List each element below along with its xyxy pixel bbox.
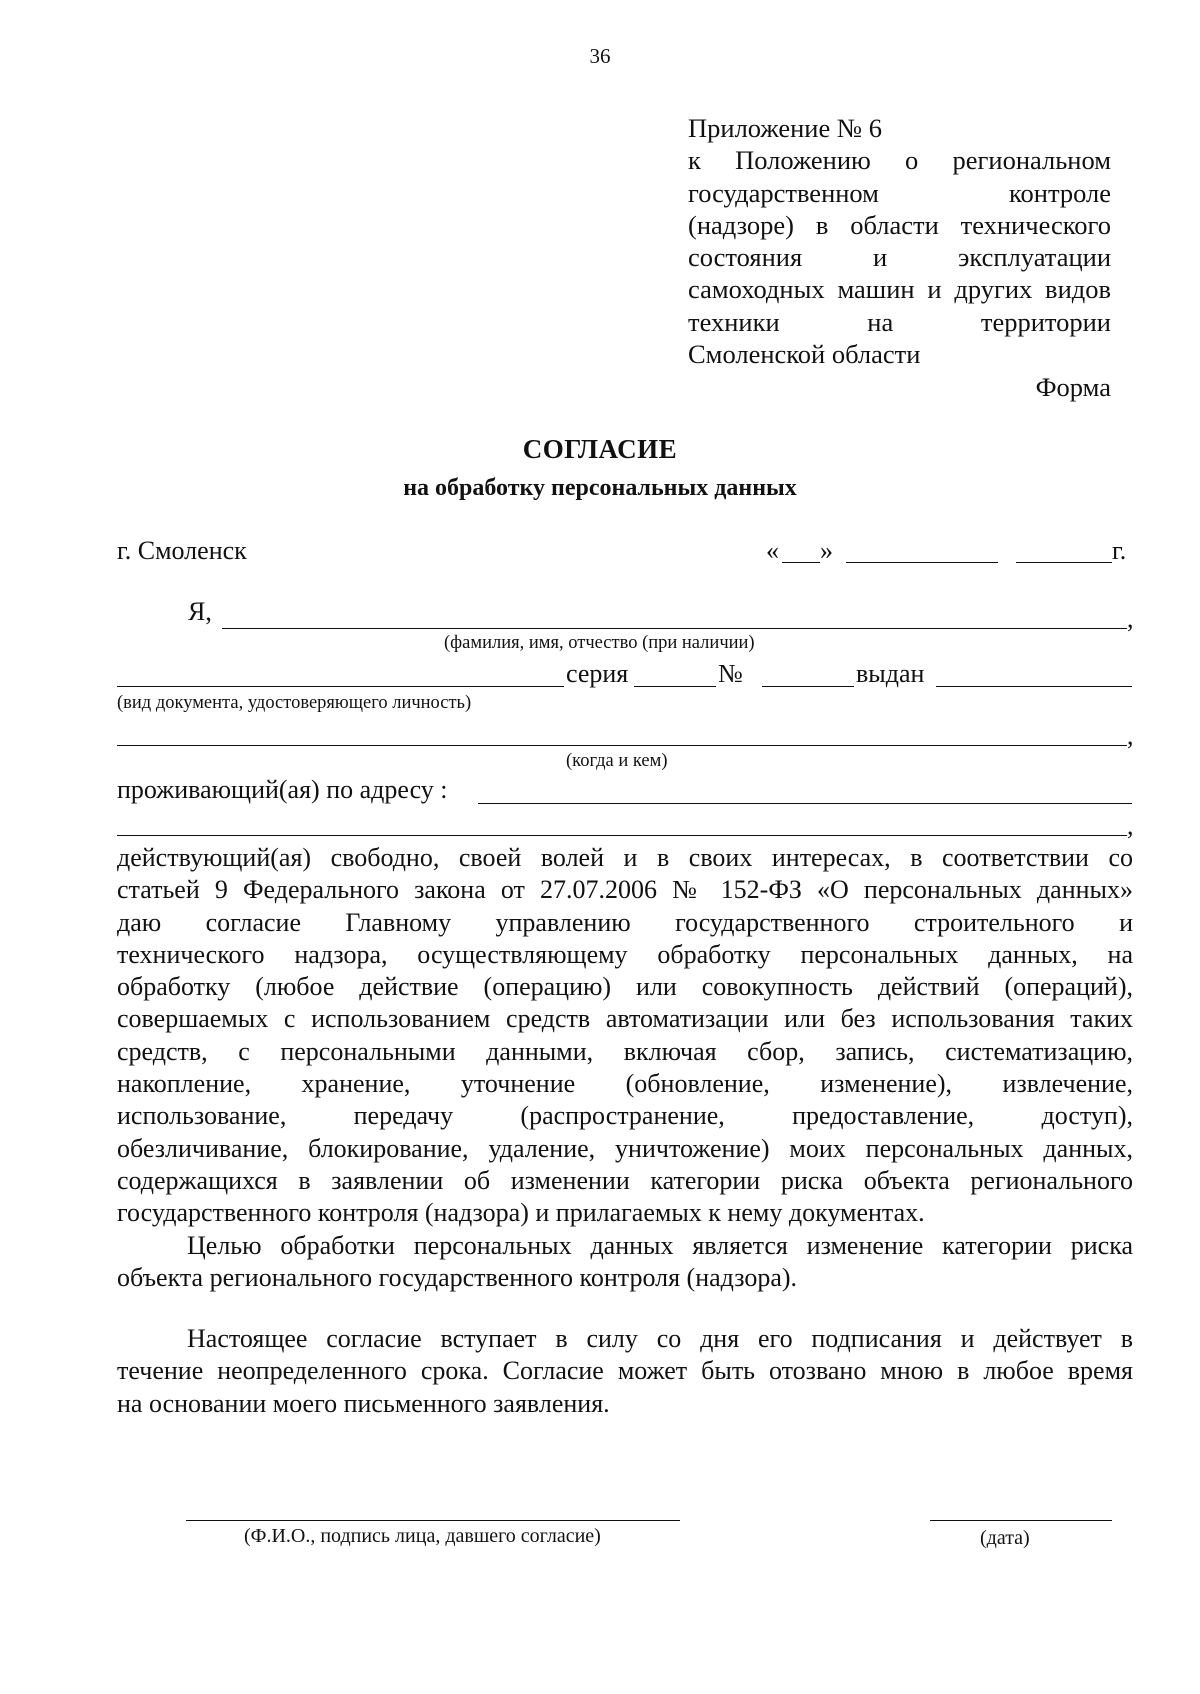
body-line: действующий(ая) свободно, своей волей и в своих интересах, в соответствии со [117, 843, 1133, 872]
appendix-line: состояния и эксплуатации [688, 242, 1111, 273]
series-label: серия [566, 659, 629, 688]
issued-by-field[interactable] [117, 745, 1127, 746]
signature-date-field[interactable] [930, 1520, 1112, 1521]
date-open-quote: « [766, 536, 779, 565]
purpose-line: Целью обработки персональных данных является изменение категории риска [187, 1230, 1133, 1260]
body-line: даю согласие Главному управлению государственного строительного и [117, 907, 1133, 937]
validity-line: течение неопределенного срока. Согласие может быть отозвано мною в любое время [117, 1356, 1133, 1386]
issued-field[interactable] [936, 686, 1132, 687]
appendix-line: техники на территории [688, 306, 1111, 337]
number-label: № [718, 659, 743, 688]
body-line: технического надзора, осуществляющему обработку персональных данных, на [117, 939, 1133, 969]
address-field[interactable] [478, 803, 1132, 804]
body-line: государственного контроля (надзора) и прилагаемых к нему документах. [117, 1198, 925, 1228]
date-month-field[interactable] [846, 562, 998, 563]
signature-field[interactable] [186, 1520, 680, 1521]
date-day-field[interactable] [782, 562, 820, 563]
date-close-quote: » [820, 536, 833, 565]
validity-line: на основании моего письменного заявления. [117, 1388, 610, 1418]
appendix-title: Приложение № 6 [688, 113, 883, 143]
date-year-suffix: г. [1112, 536, 1127, 565]
full-name-caption: (фамилия, имя, отчество (при наличии) [444, 633, 755, 653]
place-city: г. Смоленск [117, 536, 247, 565]
signature-date-caption: (дата) [980, 1527, 1030, 1549]
address-field-continued[interactable] [117, 835, 1127, 836]
full-name-field[interactable] [222, 628, 1127, 629]
document-subtitle: на обработку персональных данных [403, 475, 797, 501]
series-field[interactable] [634, 686, 716, 687]
consent-body [117, 842, 1133, 1294]
body-line: обезличивание, блокирование, удаление, уничтожение) моих персональных данных, [117, 1133, 1133, 1163]
appendix-line: государственном контроле [688, 177, 1111, 208]
document-type-caption: (вид документа, удостоверяющего личность) [117, 693, 472, 713]
issued-by-caption: (когда и кем) [566, 751, 668, 771]
appendix-line: самоходных машин и других видов [688, 274, 1111, 305]
body-line: накопление, хранение, уточнение (обновление, изменение), извлечение, [117, 1069, 1133, 1099]
appendix-line: к Положению о региональном [688, 145, 1111, 176]
page-number: 36 [589, 44, 611, 68]
comma: , [1127, 811, 1134, 840]
purpose-line: объекта регионального государственного контроля (надзора). [117, 1262, 798, 1292]
body-line: содержащихся в заявлении об изменении категории риска объекта регионального [117, 1165, 1133, 1195]
comma: , [1127, 604, 1134, 633]
appendix-header [688, 112, 1111, 370]
form-label: Форма [1035, 372, 1111, 402]
body-line: статьей 9 Федерального закона от 27.07.2006 № 152-ФЗ «О персональных данных» [117, 875, 1133, 905]
validity-paragraph [117, 1323, 1133, 1420]
comma: , [1127, 721, 1134, 750]
address-label: проживающий(ая) по адресу : [117, 775, 448, 804]
document-title: СОГЛАСИЕ [522, 434, 678, 464]
body-line: обработку (любое действие (операцию) или совокупность действий (операций), [117, 972, 1133, 1002]
issued-label: выдан [856, 659, 925, 688]
appendix-line: Смоленской области [688, 339, 921, 370]
document-type-field[interactable] [117, 686, 564, 687]
validity-line: Настоящее согласие вступает в силу со дня его подписания и действует в [187, 1324, 1133, 1353]
i-label: Я, [188, 597, 212, 626]
body-line: использование, передачу (распространение, предоставление, доступ), [117, 1101, 1133, 1131]
appendix-line: (надзоре) в области технического [688, 209, 1111, 240]
signature-caption: (Ф.И.О., подпись лица, давшего согласие) [244, 1525, 601, 1547]
body-line: совершаемых с использованием средств автоматизации или без использования таких [117, 1004, 1133, 1034]
date-year-field[interactable] [1016, 562, 1112, 563]
body-line: средств, с персональными данными, включая сбор, запись, систематизацию, [117, 1036, 1133, 1066]
number-field[interactable] [762, 686, 854, 687]
